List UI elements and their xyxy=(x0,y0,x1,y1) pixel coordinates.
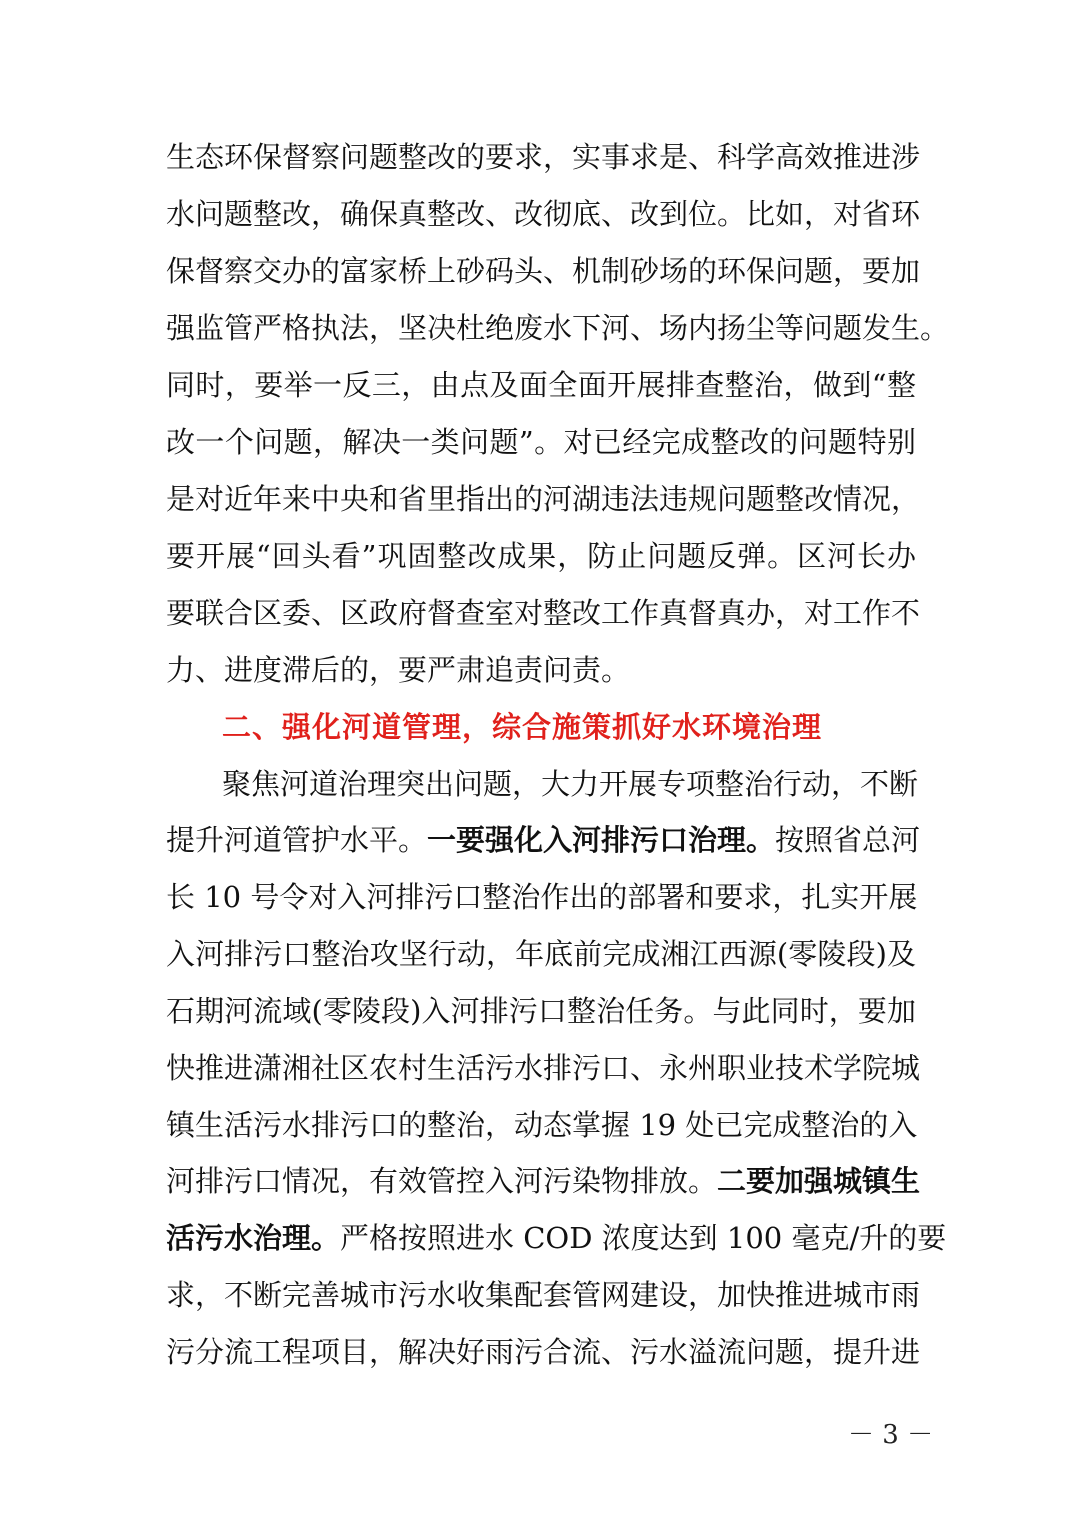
paragraph-line: 同时，要举一反三，由点及面全面开展排查整治，做到“整 xyxy=(166,368,916,402)
paragraph-line xyxy=(166,1161,921,1201)
paragraph-line: 聚焦河道治理突出问题，大力开展专项整治行动，不断 xyxy=(222,767,919,801)
paragraph-line: 水问题整改，确保真整改、改彻底、改到位。比如，对省环 xyxy=(166,197,921,231)
text-run: 提升河道管护水平。 xyxy=(166,823,428,857)
text-run: 按照省总河 xyxy=(775,823,921,857)
bold-text-run: 活污水治理。 xyxy=(166,1221,341,1255)
paragraph-line xyxy=(166,1218,947,1258)
paragraph-line: 保督察交办的富家桥上砂码头、机制砂场的环保问题，要加 xyxy=(166,254,921,288)
page-number: － 3 － xyxy=(848,1420,934,1450)
paragraph-line: 污分流工程项目，解决好雨污合流、污水溢流问题，提升进 xyxy=(166,1335,921,1369)
text-run: 河排污口情况，有效管控入河污染物排放。 xyxy=(166,1164,718,1198)
bold-text-run: 二要加强城镇生 xyxy=(717,1164,921,1198)
paragraph-line: 石期河流域(零陵段)入河排污口整治任务。与此同时，要加 xyxy=(166,994,916,1028)
section-heading: 二、强化河道管理，综合施策抓好水环境治理 xyxy=(222,710,823,744)
paragraph-line: 要联合区委、区政府督查室对整改工作真督真办，对工作不 xyxy=(166,596,921,630)
paragraph-line: 强监管严格执法，坚决杜绝废水下河、场内扬尘等问题发生。 xyxy=(166,311,950,345)
paragraph-line: 镇生活污水排污口的整治，动态掌握 19 处已完成整治的入 xyxy=(166,1108,918,1142)
paragraph-line: 入河排污口整治攻坚行动，年底前完成湘江西源(零陵段)及 xyxy=(166,937,916,971)
paragraph-line: 力、进度滞后的，要严肃追责问责。 xyxy=(166,653,631,687)
bold-text-run: 一要强化入河排污口治理。 xyxy=(427,823,776,857)
paragraph-line: 求，不断完善城市污水收集配套管网建设，加快推进城市雨 xyxy=(166,1278,921,1312)
paragraph-line: 生态环保督察问题整改的要求，实事求是、科学高效推进涉 xyxy=(166,140,921,174)
paragraph-line: 要开展“回头看”巩固整改成果，防止问题反弹。区河长办 xyxy=(166,539,916,573)
paragraph-line: 快推进潇湘社区农村生活污水排污口、永州职业技术学院城 xyxy=(166,1051,921,1085)
paragraph-line xyxy=(166,820,921,860)
paragraph-line: 是对近年来中央和省里指出的河湖违法违规问题整改情况， xyxy=(166,482,921,516)
text-run: 严格按照进水 COD 浓度达到 100 毫克/升的要 xyxy=(340,1221,947,1255)
paragraph-line: 改一个问题，解决一类问题”。对已经完成整改的问题特别 xyxy=(166,425,916,459)
paragraph-line: 长 10 号令对入河排污口整治作出的部署和要求，扎实开展 xyxy=(166,880,918,914)
